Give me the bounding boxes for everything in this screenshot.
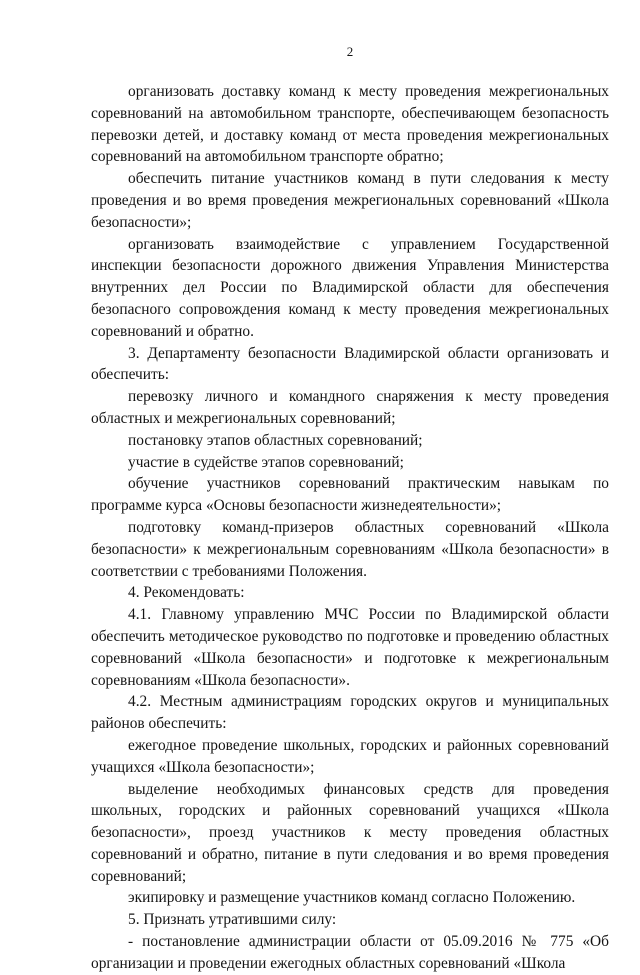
paragraph: обеспечить питание участников команд в пути следования к месту проведения и во время проведения межрегиональных соревнований «Школа безопасности»; (91, 170, 609, 231)
paragraph: 4.1. Главному управлению МЧС России по Владимирской области обеспечить методическое руководство по подготовке и проведению областных соревнований «Школа безопасности» и подготовке к межрегиональным соревнованиям «Школа безопасности». (91, 606, 609, 689)
paragraph: организовать доставку команд к месту проведения межрегиональных соревнований на автомобильном транспорте, обеспечивающем безопасность перевозки детей, и доставку команд от места проведения межрегиональных соревнований на автомобильном транспорте обратно; (91, 83, 609, 166)
paragraph: ежегодное проведение школьных, городских и районных соревнований учащихся «Школа безопасности»; (91, 736, 609, 776)
paragraph: организовать взаимодействие с управлением Государственной инспекции безопасности дорожного движения Управления Министерства внутренних дел России по Владимирской области для обеспечения безопасного сопровождения команд к месту проведения межрегиональных соревнований и обратно. (91, 235, 609, 340)
paragraph: постановку этапов областных соревнований; (128, 431, 423, 449)
paragraph: экипировку и размещение участников команд согласно Положению. (128, 889, 576, 907)
paragraph: участие в судействе этапов соревнований; (128, 453, 404, 471)
paragraph: перевозку личного и командного снаряжения к месту проведения областных и межрегиональных соревнований; (91, 388, 609, 427)
paragraph: 4.2. Местным администрациям городских округов и муниципальных районов обеспечить: (91, 693, 609, 733)
paragraph: 4. Рекомендовать: (128, 584, 245, 602)
paragraph: - постановление администрации области от 05.09.2016 № 775 «Об организации и проведении ежегодных областных соревнований «Школа (91, 933, 609, 972)
paragraph: 5. Признать утратившими силу: (128, 911, 337, 929)
paragraph: выделение необходимых финансовых средств для проведения школьных, городских и районных соревнований учащихся «Школа безопасности», проезд участников к месту проведения областных соревнований и обратно, питание в пути следования и во время проведения соревнований; (91, 780, 609, 885)
paragraph: обучение участников соревнований практическим навыкам по программе курса «Основы безопасности жизнедеятельности»; (91, 475, 609, 515)
page-number: 2 (346, 44, 354, 59)
paragraph: подготовку команд-призеров областных соревнований «Школа безопасности» к межрегиональным соревнованиям «Школа безопасности» в соответствии с требованиями Положения. (91, 518, 609, 580)
paragraph: 3. Департаменту безопасности Владимирской области организовать и обеспечить: (91, 344, 609, 384)
